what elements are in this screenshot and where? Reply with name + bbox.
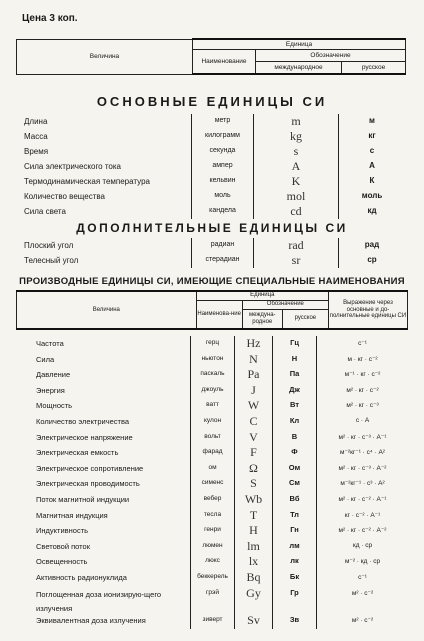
unit-name: вольт — [204, 432, 221, 440]
unit-expression: м² · кг · с⁻³ — [346, 402, 379, 410]
unit-name: стерадиан — [205, 256, 240, 263]
unit-name: метр — [214, 117, 231, 124]
unit-russian-symbol: кд — [367, 206, 377, 215]
unit-russian-symbol: м — [369, 116, 375, 125]
quantity-name: Энергия — [36, 385, 65, 395]
unit-expression: с⁻¹ — [358, 574, 367, 581]
unit-name: паскаль — [200, 370, 225, 378]
quantity-name: Количество вещества — [24, 192, 106, 201]
quantity-name: Поток магнитной индукции — [36, 495, 130, 504]
unit-name: генри — [204, 526, 221, 534]
unit-expression: м² · кг · с⁻² — [346, 386, 379, 394]
unit-international-symbol: Hz — [246, 336, 261, 350]
unit-international-symbol: H — [249, 523, 258, 538]
quantity-name: Сила света — [24, 207, 66, 216]
unit-russian-symbol: Тл — [290, 509, 299, 519]
unit-russian-symbol: К — [369, 176, 375, 185]
unit-russian-symbol: Зв — [289, 615, 300, 625]
unit-russian-symbol: с — [369, 146, 375, 155]
unit-expression: м⁻²кг⁻¹ · с³ · А² — [340, 480, 385, 488]
unit-expression: с⁻¹ — [358, 340, 367, 347]
derived-header-expression: Выражение через основные и до-полнительные единицы СИ — [328, 291, 407, 329]
derived-header-unit: Единица — [196, 291, 328, 300]
quantity-name: Магнитная индукция — [36, 510, 108, 520]
unit-name: беккерель — [197, 573, 228, 580]
unit-name: вебер — [203, 495, 222, 502]
unit-international-symbol: lm — [247, 538, 260, 553]
unit-international-symbol: A — [291, 159, 301, 173]
unit-expression: м² · с⁻² — [351, 617, 374, 625]
unit-name: секунда — [209, 147, 236, 154]
unit-international-symbol: S — [250, 476, 257, 491]
unit-international-symbol: m — [291, 114, 301, 128]
unit-name: джоуль — [201, 385, 224, 393]
unit-russian-symbol: См — [289, 478, 300, 488]
unit-name: ампер — [212, 162, 233, 169]
unit-russian-symbol: Ом — [288, 462, 301, 472]
unit-name: радиан — [210, 241, 235, 248]
price-label: Цена 3 коп. — [22, 13, 78, 24]
quantity-name: Электрическое сопротивление — [36, 463, 144, 473]
unit-russian-symbol: Н — [291, 353, 298, 363]
quantity-name: Эквивалентная доза излучения — [36, 616, 146, 626]
unit-name: фарад — [202, 448, 223, 456]
derived-units-title: ПРОИЗВОДНЫЕ ЕДИНИЦЫ СИ, ИМЕЮЩИЕ СПЕЦИАЛЬНЫЕ НАИМЕНОВАНИЯ — [19, 276, 405, 287]
unit-russian-symbol: Вт — [290, 400, 299, 410]
unit-name: ом — [208, 463, 217, 471]
quantity-name: Частота — [36, 339, 64, 348]
unit-expression: м² · кг · с⁻² · А⁻¹ — [338, 496, 387, 503]
header-unit: Единица — [193, 39, 406, 49]
derived-header-russian: русское — [282, 309, 328, 329]
supplementary-units-title: ДОПОЛНИТЕЛЬНЫЕ ЕДИНИЦЫ СИ — [76, 221, 348, 235]
quantity-name: Давление — [36, 370, 71, 380]
unit-name: ньютон — [201, 354, 224, 362]
derived-header-designation: Обозначение — [242, 300, 328, 309]
unit-expression: кг · с⁻² · А⁻¹ — [344, 511, 381, 519]
quantity-name: Световой поток — [36, 541, 90, 551]
unit-international-symbol: s — [293, 144, 299, 158]
unit-expression: м² · кг · с⁻³ · А⁻² — [338, 464, 387, 472]
unit-russian-symbol: Гн — [290, 525, 299, 535]
quantity-name: Электрическое напряжение — [36, 432, 133, 442]
unit-international-symbol: F — [250, 445, 257, 460]
unit-international-symbol: Sv — [247, 613, 260, 628]
unit-russian-symbol: Ф — [291, 447, 298, 457]
unit-name: люмен — [202, 541, 223, 549]
quantity-name: Термодинамическая температура — [24, 177, 150, 186]
unit-russian-symbol: В — [291, 431, 298, 441]
unit-international-symbol: C — [249, 414, 258, 428]
unit-russian-symbol: А — [369, 161, 375, 170]
quantity-name: Телесный угол — [24, 256, 79, 265]
unit-expression: м · кг · с⁻² — [347, 355, 378, 363]
unit-international-symbol: Ω — [249, 460, 258, 475]
unit-russian-symbol: моль — [361, 191, 383, 200]
quantity-name: Сила электрического тока — [24, 162, 121, 171]
quantity-name: Мощность — [36, 401, 73, 411]
header-quantity: Величина — [17, 39, 193, 74]
unit-international-symbol: lx — [248, 554, 259, 569]
unit-international-symbol: W — [247, 398, 260, 413]
quantity-name: Освещенность — [36, 557, 88, 567]
unit-russian-symbol: Бк — [289, 572, 300, 581]
unit-russian-symbol: рад — [364, 240, 380, 249]
unit-name: моль — [214, 192, 231, 199]
unit-expression: м⁻¹ · кг · с⁻² — [344, 371, 381, 379]
header-name: Наименование — [193, 49, 256, 74]
derived-header-name: Наименова-ние — [196, 300, 242, 329]
unit-name: килограмм — [205, 132, 240, 139]
quantity-name: Электрическая емкость — [36, 448, 119, 458]
unit-international-symbol: kg — [290, 129, 302, 143]
quantity-name: Масса — [24, 132, 48, 141]
unit-expression: с · А — [355, 417, 370, 424]
unit-expression: кд · ср — [352, 541, 373, 549]
quantity-name: Время — [24, 147, 49, 156]
unit-expression: м² · с⁻² — [351, 589, 374, 597]
unit-international-symbol: K — [291, 174, 301, 188]
unit-international-symbol: Pa — [247, 367, 260, 382]
unit-international-symbol: Wb — [244, 492, 263, 506]
quantity-name: Плоский угол — [24, 241, 74, 250]
unit-name: люкс — [205, 557, 220, 565]
unit-international-symbol: mol — [286, 189, 306, 203]
quantity-name: Электрическая проводимость — [36, 479, 140, 489]
unit-russian-symbol: Па — [289, 369, 300, 379]
header-designation: Обозначение — [256, 49, 406, 61]
unit-international-symbol: Bq — [246, 570, 261, 584]
derived-header-international: междуна-родное — [242, 309, 282, 329]
unit-name: кандела — [209, 207, 236, 214]
unit-international-symbol: N — [249, 351, 258, 366]
unit-russian-symbol: лм — [289, 540, 300, 550]
quantity-name: Длина — [24, 117, 48, 126]
unit-russian-symbol: Гц — [290, 338, 299, 347]
unit-russian-symbol: ср — [367, 255, 377, 264]
unit-international-symbol: T — [249, 507, 258, 522]
unit-international-symbol: cd — [290, 204, 302, 218]
unit-russian-symbol: лк — [290, 556, 299, 566]
units-header-table — [16, 38, 406, 75]
unit-name: герц — [205, 339, 220, 346]
derived-header-table — [16, 290, 408, 330]
unit-expression: м⁻² · кд · ср — [344, 558, 381, 566]
unit-name: ватт — [206, 401, 219, 409]
unit-russian-symbol: Гр — [290, 587, 299, 597]
quantity-name: Индуктивность — [36, 526, 89, 536]
unit-international-symbol: sr — [291, 253, 301, 267]
quantity-name: Поглощенная доза ионизирую-щего излучения — [36, 589, 162, 613]
unit-russian-symbol: Вб — [289, 494, 300, 503]
unit-russian-symbol: кг — [368, 131, 376, 140]
unit-russian-symbol: Кл — [289, 416, 300, 425]
unit-russian-symbol: Дж — [289, 384, 300, 394]
derived-header-quantity: Величина — [17, 291, 197, 329]
unit-international-symbol: V — [249, 429, 258, 444]
unit-expression: м² · кг · с⁻³ · А⁻¹ — [338, 433, 387, 441]
unit-name: грэй — [206, 588, 219, 596]
unit-international-symbol: rad — [288, 238, 304, 252]
header-russian: русское — [342, 61, 406, 74]
unit-international-symbol: Gy — [246, 585, 261, 600]
basic-units-title: ОСНОВНЫЕ ЕДИНИЦЫ СИ — [96, 94, 328, 109]
header-international: международное — [256, 61, 342, 74]
unit-name: кельвин — [209, 177, 236, 184]
unit-name: зиверт — [202, 616, 223, 624]
unit-name: тесла — [203, 510, 222, 518]
unit-expression: м⁻²кг⁻¹ · с⁴ · А² — [340, 449, 385, 457]
unit-name: кулон — [203, 417, 222, 424]
unit-international-symbol: J — [251, 382, 256, 397]
unit-name: сименс — [201, 479, 224, 487]
quantity-name: Активность радионуклида — [36, 573, 127, 582]
quantity-name: Количество электричества — [36, 417, 130, 426]
unit-expression: м² · кг · с⁻² · А⁻² — [338, 527, 387, 535]
quantity-name: Сила — [36, 354, 55, 364]
